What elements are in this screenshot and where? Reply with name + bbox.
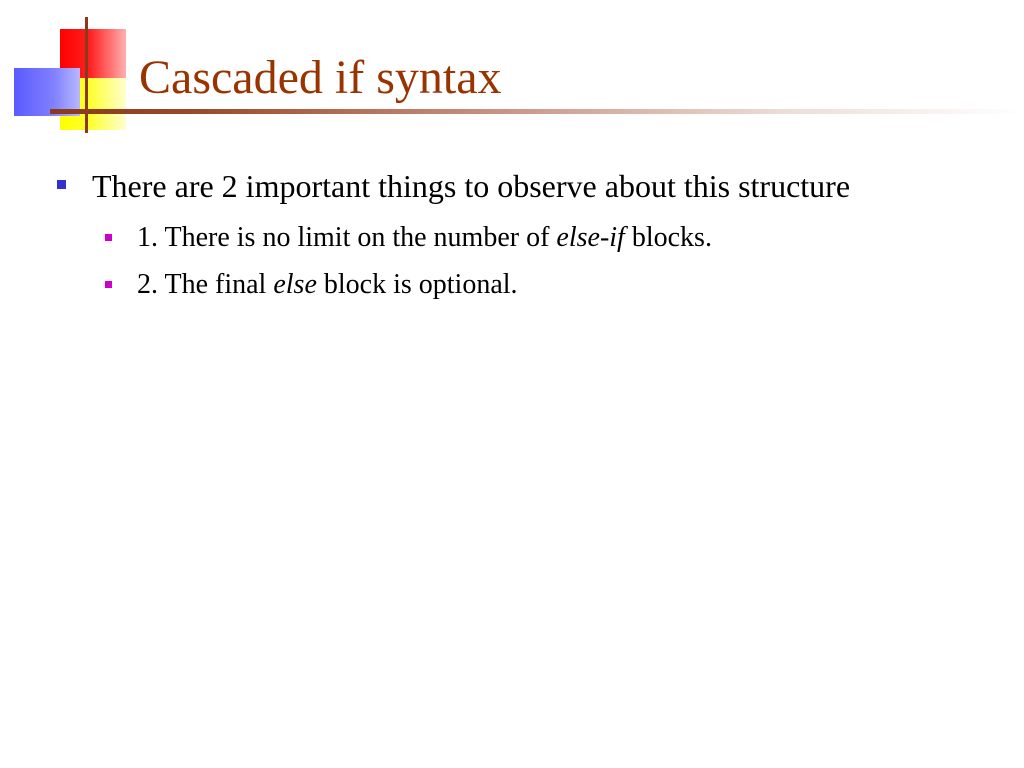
square-sub-bullet-icon [105,234,112,241]
square-bullet-icon [57,180,66,189]
sub-bullet-item [137,219,990,257]
bullet-text: There are 2 important things to observe about this structure [92,168,851,204]
decor-vertical-line [85,17,88,133]
sub-bullet-text-pre: 2. The final [137,269,274,300]
square-sub-bullet-icon [105,281,112,288]
sub-bullet-list [50,219,990,304]
sub-bullet-text [137,269,518,300]
sub-bullet-text [137,222,712,253]
sub-bullet-text-pre: 1. There is no limit on the number of [137,222,557,253]
sub-bullet-keyword: else-if [556,222,625,253]
sub-bullet-item [137,266,990,304]
sub-bullet-text-post: blocks. [624,222,712,253]
slide-title: Cascaded if syntax [139,51,502,104]
title-underline [50,109,1024,114]
sub-bullet-keyword: else [273,269,317,300]
bullet-item [50,163,990,209]
slide-body [50,163,990,313]
sub-bullet-text-post: block is optional. [316,269,518,300]
